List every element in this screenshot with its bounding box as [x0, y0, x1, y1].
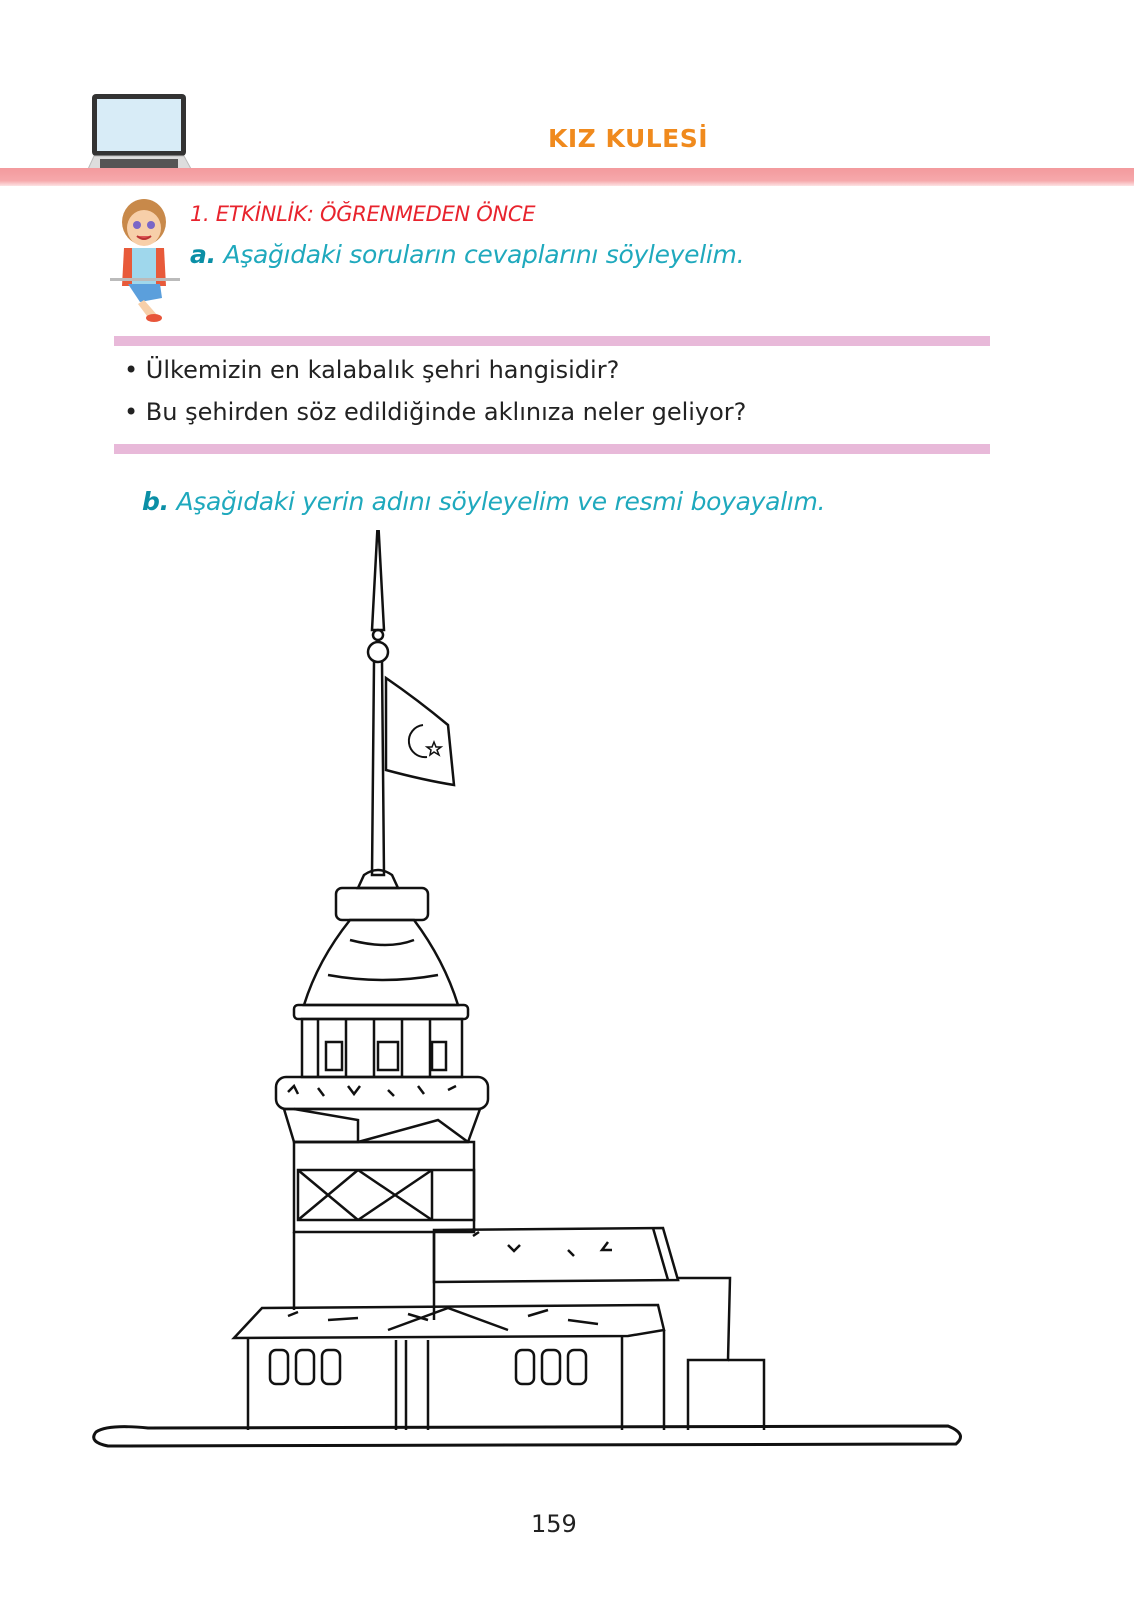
child-illustration [110, 198, 182, 326]
instruction-b-text: Aşağıdaki yerin adını söyleyelim ve resmi boyayalım. [176, 487, 826, 516]
header-band [0, 168, 1134, 186]
instruction-b [142, 487, 825, 516]
page-number: 159 [531, 1510, 577, 1538]
question-2: • Bu şehirden söz edildiğinde aklınıza neler geliyor? [124, 398, 747, 426]
divider-top [114, 336, 990, 346]
maidens-tower-coloring-drawing [88, 530, 968, 1464]
divider-bottom [114, 444, 990, 454]
instruction-b-marker: b. [142, 487, 169, 516]
instruction-a [190, 240, 744, 269]
activity-label: 1. ETKİNLİK: ÖĞRENMEDEN ÖNCE [190, 202, 536, 226]
question-1: • Ülkemizin en kalabalık şehri hangisidir? [124, 356, 620, 384]
instruction-a-text: Aşağıdaki soruların cevaplarını söyleyelim. [223, 240, 745, 269]
instruction-a-marker: a. [190, 240, 216, 269]
page-title: KIZ KULESİ [548, 124, 709, 153]
